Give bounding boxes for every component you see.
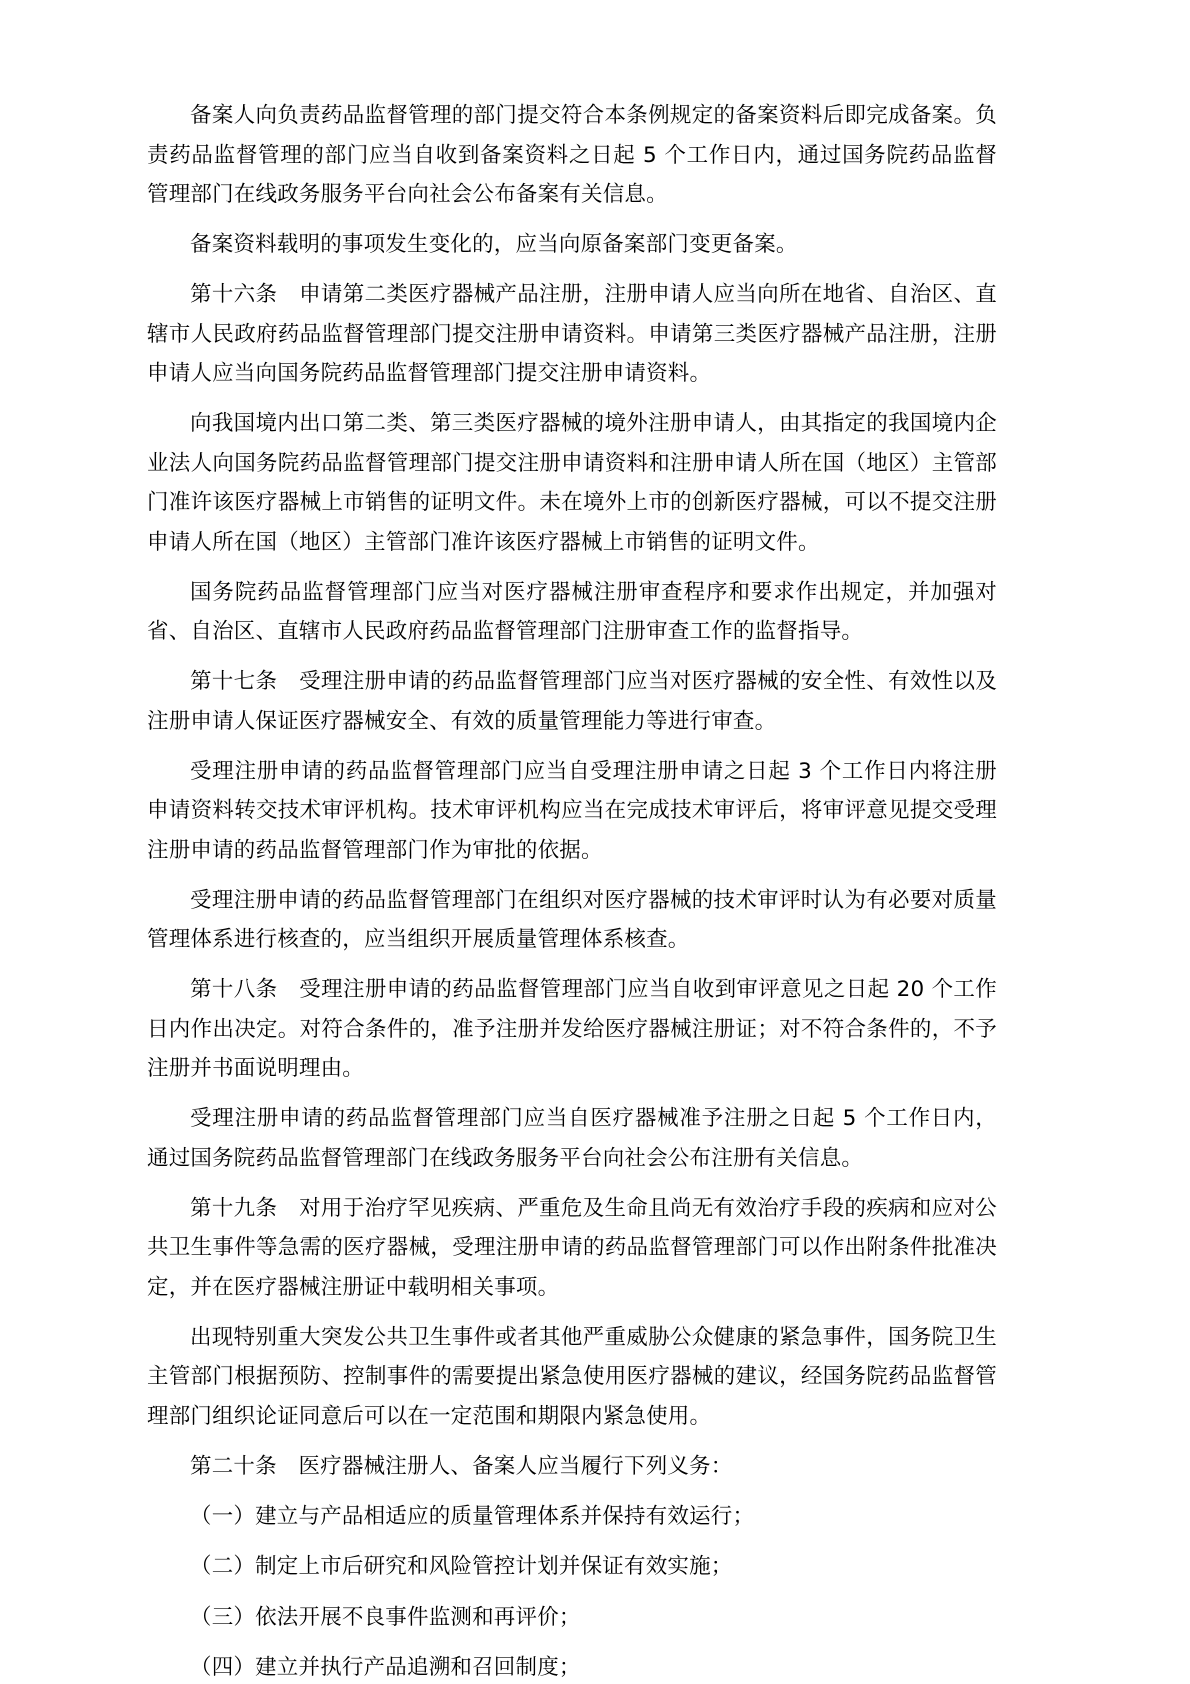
paragraph-article-19-emergency: 出现特别重大突发公共卫生事件或者其他严重威胁公众健康的紧急事件，国务院卫生主管部门根据预防、控制事件的需要提出紧急使用医疗器械的建议，经国务院药品监督管理部门组织论证同意后可以在一定范围和期限内紧急使用。 — [147, 1324, 997, 1429]
paragraph-article-17-inspection: 受理注册申请的药品监督管理部门在组织对医疗器械的技术审评时认为有必要对质量管理体系进行核查的，应当组织开展质量管理体系核查。 — [147, 887, 997, 952]
paragraph-article-16: 第十六条 申请第二类医疗器械产品注册，注册申请人应当向所在地省、自治区、直辖市人民政府药品监督管理部门提交注册申请资料。申请第三类医疗器械产品注册，注册申请人应当向国务院药品监督管理部门提交注册申请资料。 — [147, 282, 997, 386]
document-body — [147, 96, 997, 1684]
paragraph-article-17: 第十七条 受理注册申请的药品监督管理部门应当对医疗器械的安全性、有效性以及注册申请人保证医疗器械安全、有效的质量管理能力等进行审查。 — [147, 669, 997, 734]
paragraph-article-18: 第十八条 受理注册申请的药品监督管理部门应当自收到审评意见之日起 20 个工作日内作出决定。对符合条件的，准予注册并发给医疗器械注册证；对不符合条件的，不予注册并书面说明理由。 — [147, 977, 997, 1081]
paragraph-article-17-transfer: 受理注册申请的药品监督管理部门应当自受理注册申请之日起 3 个工作日内将注册申请资料转交技术审评机构。技术审评机构应当在完成技术审评后，将审评意见提交受理注册申请的药品监督管理部门作为审批的依据。 — [147, 758, 997, 863]
list-item-article-20-2: （二）制定上市后研究和风险管控计划并保证有效实施； — [190, 1554, 733, 1579]
list-item-article-20-1: （一）建立与产品相适应的质量管理体系并保持有效运行； — [190, 1503, 755, 1529]
paragraph-article-16-overseas: 向我国境内出口第二类、第三类医疗器械的境外注册申请人，由其指定的我国境内企业法人向国务院药品监督管理部门提交注册申请资料和注册申请人所在国（地区）主管部门准许该医疗器械上市销售的证明文件。未在境外上市的创新医疗器械，可以不提交注册申请人所在国（地区）主管部门准许该医疗器械上市销售的证明文件。 — [147, 411, 997, 555]
paragraph-beian-change: 备案资料载明的事项发生变化的，应当向原备案部门变更备案。 — [190, 232, 798, 257]
paragraph-article-20: 第二十条 医疗器械注册人、备案人应当履行下列义务： — [190, 1453, 733, 1479]
list-item-article-20-3: （三）依法开展不良事件监测和再评价； — [190, 1604, 581, 1630]
paragraph-article-18-publish: 受理注册申请的药品监督管理部门应当自医疗器械准予注册之日起 5 个工作日内，通过国务院药品监督管理部门在线政务服务平台向社会公布注册有关信息。 — [147, 1106, 997, 1171]
paragraph-beian-complete: 备案人向负责药品监督管理的部门提交符合本条例规定的备案资料后即完成备案。负责药品监督管理的部门应当自收到备案资料之日起 5 个工作日内，通过国务院药品监督管理部门在线政务服务平台向社会公布备案有关信息。 — [147, 103, 997, 207]
list-item-article-20-4: （四）建立并执行产品追溯和召回制度； — [190, 1655, 581, 1680]
paragraph-article-19: 第十九条 对用于治疗罕见疾病、严重危及生命且尚无有效治疗手段的疾病和应对公共卫生事件等急需的医疗器械，受理注册申请的药品监督管理部门可以作出附条件批准决定，并在医疗器械注册证中载明相关事项。 — [147, 1195, 997, 1300]
paragraph-article-16-review-rules: 国务院药品监督管理部门应当对医疗器械注册审查程序和要求作出规定，并加强对省、自治区、直辖市人民政府药品监督管理部门注册审查工作的监督指导。 — [147, 579, 997, 644]
